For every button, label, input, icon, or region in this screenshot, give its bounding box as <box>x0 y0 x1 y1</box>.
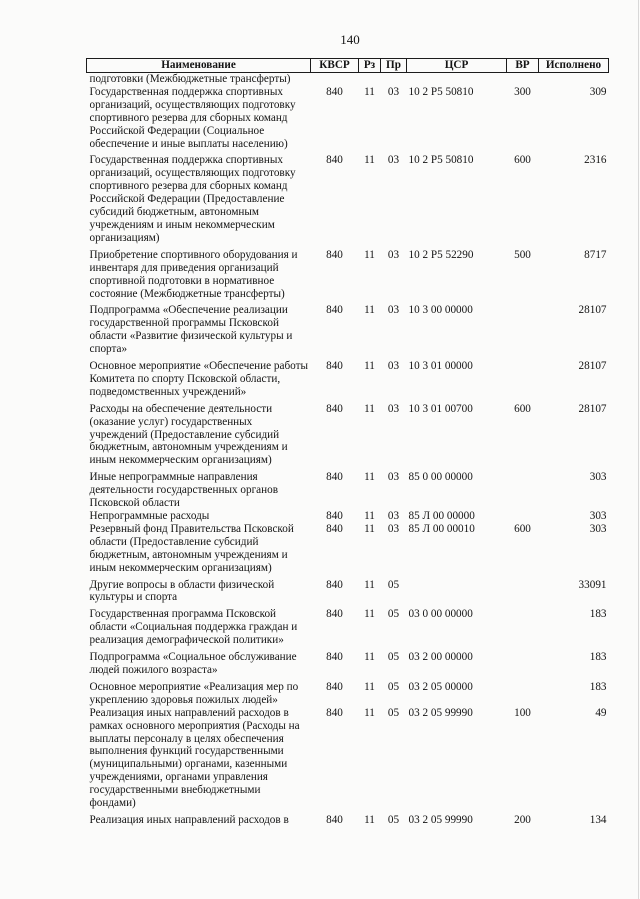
cell-amount: 8717 <box>584 248 607 261</box>
cell-pr: 03 <box>387 522 400 535</box>
table-row <box>87 707 609 810</box>
cell-rz: 11 <box>364 706 375 719</box>
table-row <box>87 575 609 605</box>
cell-kvsr: 840 <box>326 706 343 719</box>
cell-kvsr: 840 <box>326 85 343 98</box>
cell-csr: 03 2 05 99990 <box>408 706 473 719</box>
cell-kvsr: 840 <box>326 510 343 522</box>
cell-csr: 85 0 00 00000 <box>408 471 473 484</box>
cell-vr: 600 <box>514 522 531 535</box>
scan-edge <box>638 0 639 899</box>
column-header-csr: ЦСР <box>407 59 507 73</box>
cell-amount: 134 <box>589 813 607 826</box>
cell-csr <box>407 575 507 605</box>
cell-amount: 309 <box>589 85 607 98</box>
cell-vr: 600 <box>514 154 531 167</box>
cell-name: подготовки (Межбюджетные трансферты) <box>89 73 291 85</box>
table-row <box>87 300 609 356</box>
table-row <box>87 523 609 575</box>
cell-kvsr: 840 <box>326 608 343 621</box>
table-row <box>87 150 609 244</box>
cell-pr: 03 <box>387 248 400 261</box>
cell-rz <box>359 73 381 86</box>
cell-vr <box>507 467 539 510</box>
cell-amount: 183 <box>589 608 607 621</box>
cell-csr: 03 2 00 00000 <box>408 651 473 664</box>
cell-kvsr: 840 <box>326 680 343 693</box>
table-row <box>87 604 609 647</box>
cell-csr: 10 3 00 00000 <box>408 304 473 317</box>
cell-name: Резервный фонд Правительства Псковской области (Предоставление субсидий бюджетным, автономным учреждениям и иным некоммерческим организациям) <box>89 522 294 574</box>
cell-kvsr: 840 <box>326 813 343 826</box>
cell-pr: 03 <box>387 360 400 373</box>
cell-vr <box>507 575 539 605</box>
cell-kvsr: 840 <box>326 360 343 373</box>
cell-name: Непрограммные расходы <box>89 510 210 522</box>
cell-rz: 11 <box>364 471 375 484</box>
cell-amount: 183 <box>589 680 607 693</box>
cell-csr: 10 2 Р5 50810 <box>408 85 474 98</box>
cell-name: Основное мероприятие «Обеспечение работы Комитета по спорту Псковской области, подведомственных учреждений» <box>89 360 309 398</box>
cell-name: Подпрограмма «Социальное обслуживание людей пожилого возраста» <box>89 651 297 676</box>
column-header-pr: Пр <box>381 59 407 73</box>
cell-rz: 11 <box>364 578 375 591</box>
cell-vr <box>507 677 539 707</box>
cell-amount: 303 <box>589 510 607 522</box>
cell-csr: 10 2 Р5 50810 <box>408 154 474 167</box>
cell-amount: 303 <box>589 522 607 535</box>
cell-name: Государственная поддержка спортивных организаций, осуществляющих подготовку спортивного резерва для сборных команд Российской Федерации (Социальное обеспечение и иные выплаты населению) <box>89 85 296 150</box>
cell-rz: 11 <box>364 154 375 167</box>
cell-rz: 11 <box>364 608 375 621</box>
cell-vr: 300 <box>514 85 531 98</box>
cell-name: Государственная поддержка спортивных организаций, осуществляющих подготовку спортивного резерва для сборных команд Российской Федерации (Предоставление субсидий бюджетным, автономным учреждениям и иным некоммерческим организациям) <box>89 154 296 244</box>
table-body <box>87 73 609 827</box>
cell-amount: 2316 <box>584 154 607 167</box>
cell-vr: 100 <box>514 706 531 719</box>
column-header-rz: Рз <box>359 59 381 73</box>
cell-csr: 10 2 Р5 52290 <box>408 248 474 261</box>
table-row <box>87 810 609 827</box>
table-row <box>87 399 609 468</box>
cell-vr <box>507 510 539 523</box>
cell-amount: 183 <box>589 651 607 664</box>
column-header-kvsr: КВСР <box>311 59 359 73</box>
cell-name: Другие вопросы в области физической культуры и спорта <box>89 578 275 604</box>
cell-amount: 49 <box>595 706 607 719</box>
cell-vr <box>507 356 539 399</box>
cell-name: Реализация иных направлений расходов в рамках основного мероприятия (Расходы на выплаты персоналу в целях обеспечения выполнения функций государственными (муниципальными) органами, казенными учреждениями, органами управления государственными внебюджетными фондами) <box>89 706 300 810</box>
cell-pr: 03 <box>387 85 400 98</box>
cell-kvsr: 840 <box>326 304 343 317</box>
cell-rz: 11 <box>364 510 375 522</box>
cell-csr: 03 2 05 99990 <box>408 813 473 826</box>
cell-amount: 28107 <box>578 402 607 415</box>
cell-name: Государственная программа Псковской области «Социальная поддержка граждан и реализация демографической политики» <box>89 608 298 647</box>
cell-name: Приобретение спортивного оборудования и инвентаря для приведения организаций спортивной подготовки в нормативное состояние (Межбюджетные трансферты) <box>89 248 298 300</box>
cell-rz: 11 <box>364 85 375 98</box>
cell-csr: 03 0 00 00000 <box>408 608 473 621</box>
cell-rz: 11 <box>364 304 375 317</box>
cell-kvsr: 840 <box>326 651 343 664</box>
cell-amount <box>539 73 609 86</box>
cell-pr: 03 <box>387 154 400 167</box>
cell-pr: 05 <box>387 651 400 664</box>
cell-pr: 05 <box>387 706 400 719</box>
cell-amount: 303 <box>589 471 607 484</box>
cell-rz: 11 <box>364 680 375 693</box>
table-row <box>87 467 609 510</box>
cell-csr <box>407 73 507 86</box>
cell-vr <box>507 73 539 86</box>
cell-rz: 11 <box>364 813 375 826</box>
cell-pr: 05 <box>387 680 400 693</box>
cell-csr: 10 3 01 00700 <box>408 402 473 415</box>
budget-table <box>86 58 609 827</box>
cell-name: Иные непрограммные направления деятельности государственных органов Псковской области <box>89 471 279 510</box>
table-row <box>87 510 609 523</box>
cell-pr: 05 <box>387 578 400 591</box>
cell-kvsr: 840 <box>326 471 343 484</box>
cell-vr <box>507 300 539 356</box>
cell-vr: 200 <box>514 813 531 826</box>
page-number: 140 <box>340 32 360 47</box>
cell-kvsr: 840 <box>326 248 343 261</box>
cell-rz: 11 <box>364 360 375 373</box>
table-row <box>87 245 609 301</box>
table-row <box>87 356 609 399</box>
cell-kvsr: 840 <box>326 154 343 167</box>
cell-vr <box>507 604 539 647</box>
cell-vr: 500 <box>514 248 531 261</box>
table-header <box>87 59 609 73</box>
cell-rz: 11 <box>364 248 375 261</box>
column-header-amount: Исполнено <box>539 59 609 73</box>
cell-rz: 11 <box>364 402 375 415</box>
cell-pr: 03 <box>387 471 400 484</box>
table-row <box>87 73 609 86</box>
column-header-name: Наименование <box>87 59 311 73</box>
table-row <box>87 677 609 707</box>
cell-pr: 03 <box>387 510 400 522</box>
cell-pr: 03 <box>387 402 400 415</box>
cell-name: Подпрограмма «Обеспечение реализации государственной программы Псковской области «Развитие физической культуры и спорта» <box>89 304 293 356</box>
cell-csr: 03 2 05 00000 <box>408 680 473 693</box>
cell-name: Основное мероприятие «Реализация мер по укреплению здоровья пожилых людей» <box>89 680 299 706</box>
cell-amount: 28107 <box>578 360 607 373</box>
cell-rz: 11 <box>364 522 375 535</box>
table-row <box>87 647 609 677</box>
cell-csr: 10 3 01 00000 <box>408 360 473 373</box>
cell-name: Реализация иных направлений расходов в <box>89 813 289 826</box>
cell-pr: 03 <box>387 304 400 317</box>
cell-csr: 85 Л 00 00010 <box>408 522 475 535</box>
cell-vr: 600 <box>514 402 531 415</box>
column-header-vr: ВР <box>507 59 539 73</box>
cell-pr: 05 <box>387 608 400 621</box>
cell-rz: 11 <box>364 651 375 664</box>
cell-csr: 85 Л 00 00000 <box>408 510 475 522</box>
cell-vr <box>507 647 539 677</box>
cell-name: Расходы на обеспечение деятельности (оказание услуг) государственных учреждений (Предоставление субсидий бюджетным, автономным учреждениям и иным некоммерческим организациям) <box>89 402 288 467</box>
cell-kvsr: 840 <box>326 522 343 535</box>
cell-amount: 33091 <box>578 578 607 591</box>
table-row <box>87 86 609 151</box>
cell-kvsr <box>311 73 359 86</box>
cell-pr <box>381 73 407 86</box>
cell-kvsr: 840 <box>326 402 343 415</box>
cell-amount: 28107 <box>578 304 607 317</box>
cell-pr: 05 <box>387 813 400 826</box>
cell-kvsr: 840 <box>326 578 343 591</box>
